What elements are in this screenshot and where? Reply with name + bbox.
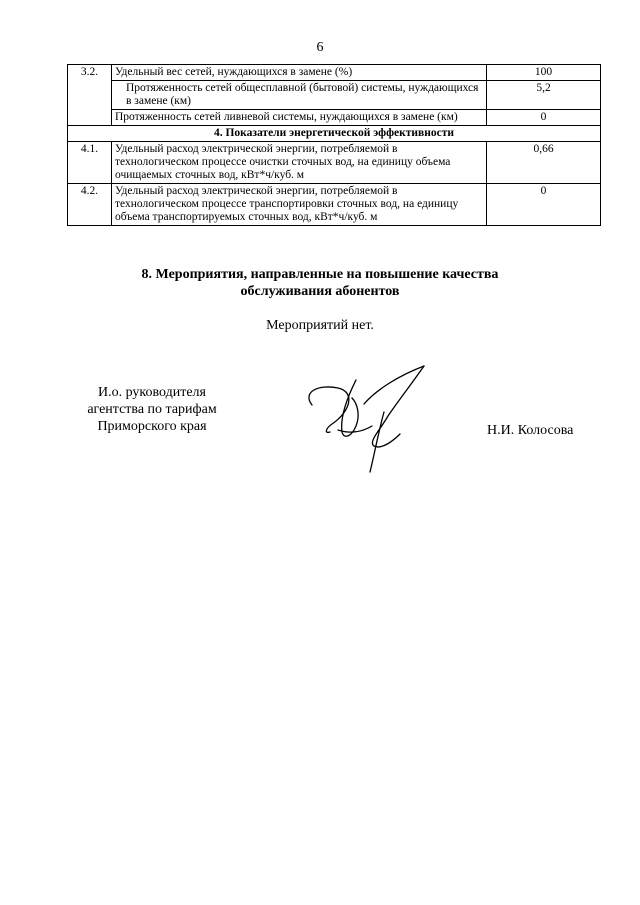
table-row <box>68 81 601 110</box>
row-value: 100 <box>487 65 601 81</box>
section-8-heading <box>100 266 540 300</box>
row-number: 4.2. <box>68 184 112 226</box>
table-row <box>68 65 601 81</box>
row-number: 4.1. <box>68 142 112 184</box>
position-line: Приморского края <box>97 419 207 434</box>
row-value: 0 <box>487 184 601 226</box>
row-number: 3.2. <box>68 65 112 126</box>
section-8-note: Мероприятий нет. <box>266 318 374 333</box>
row-value: 5,2 <box>487 81 601 110</box>
section-header: 4. Показатели энергетической эффективности <box>68 126 601 142</box>
section-8-title-line1: 8. Мероприятия, направленные на повышение качества <box>141 267 499 282</box>
table-row <box>68 142 601 184</box>
row-value: 0,66 <box>487 142 601 184</box>
table-row <box>68 184 601 226</box>
position-line: И.о. руководителя <box>97 385 206 400</box>
handwritten-signature <box>298 360 438 475</box>
indicators-table <box>67 64 601 226</box>
section-8-title-line2: обслуживания абонентов <box>240 284 400 299</box>
signatory-position <box>52 384 252 435</box>
row-text: Протяженность сетей ливневой системы, нуждающихся в замене (км) <box>112 110 487 126</box>
row-text: Удельный вес сетей, нуждающихся в замене (%) <box>112 65 487 81</box>
row-text: Удельный расход электрической энергии, потребляемой в технологическом процессе очистки сточных вод, на единицу объема очищаемых сточных вод, кВт*ч/куб. м <box>112 142 487 184</box>
row-text: Удельный расход электрической энергии, потребляемой в технологическом процессе транспортировки сточных вод, на единицу объема транспортируемых сточных вод, кВт*ч/куб. м <box>112 184 487 226</box>
row-text: Протяженность сетей общесплавной (бытовой) системы, нуждающихся в замене (км) <box>112 81 487 110</box>
table-row <box>68 110 601 126</box>
row-value: 0 <box>487 110 601 126</box>
table-section-row <box>68 126 601 142</box>
position-line: агентства по тарифам <box>87 402 217 417</box>
page-number: 6 <box>316 40 324 55</box>
signatory-name: Н.И. Колосова <box>487 423 574 438</box>
